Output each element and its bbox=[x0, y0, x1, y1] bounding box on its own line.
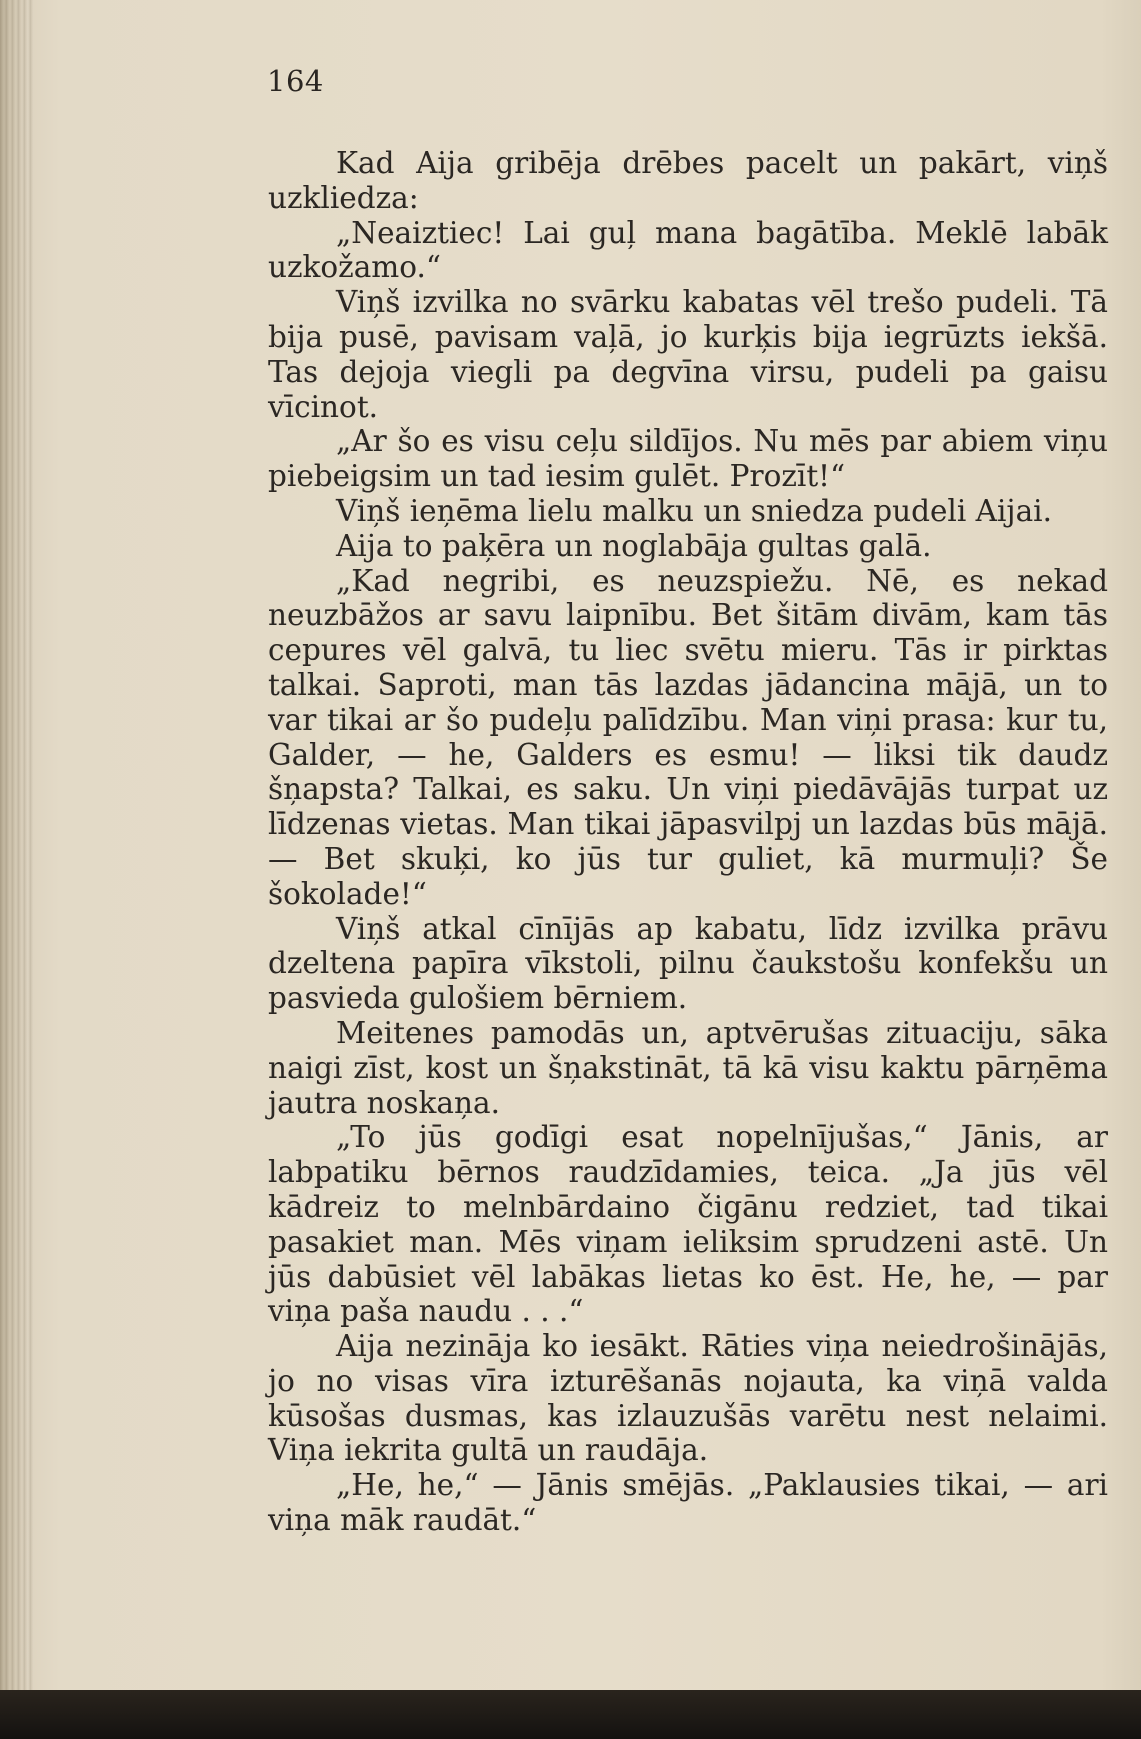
paragraph: „Neaiztiec! Lai guļ mana bagātība. Meklē labāk uzkožamo.“ bbox=[268, 215, 1108, 285]
body-text bbox=[268, 146, 1108, 1538]
page-number: 164 bbox=[267, 64, 324, 98]
paragraph: „Ar šo es visu ceļu sildījos. Nu mēs par abiem viņu piebeigsim un tad iesim gulēt. Prozīt!“ bbox=[268, 424, 1108, 494]
paragraph: „To jūs godīgi esat nopelnījušas,“ Jānis, ar labpatiku bērnos raudzīdamies, teica. „Ja jūs vēl kādreiz to melnbārdaino čigānu redziet, tad tikai pasakiet man. Mēs viņam ieliksim sprudzeni astē. Un jūs dabūsiet vēl labākas lietas ko ēst. He, he, — par viņa paša naudu . . .“ bbox=[268, 1120, 1108, 1329]
paragraph: Aija nezināja ko iesākt. Rāties viņa neiedrošinājās, jo no visas vīra izturēšanās nojauta, ka viņā valda kūsošas dusmas, kas izlauzušās varētu nest nelaimi. Viņa iekrita gultā un raudāja. bbox=[268, 1329, 1108, 1468]
paragraph: Meitenes pamodās un, aptvērušas zituaciju, sāka naigi zīst, kost un šņakstināt, tā kā visu kaktu pārņēma jautra noskaņa. bbox=[268, 1015, 1108, 1120]
paragraph: Kad Aija gribēja drēbes pacelt un pakārt, viņš uzkliedza: bbox=[268, 146, 1108, 215]
scan-background bbox=[0, 1690, 1141, 1739]
paragraph: „Kad negribi, es neuzspiežu. Nē, es nekad neuzbāžos ar savu laipnību. Bet šitām divām, kam tās cepures vēl galvā, tu liec svētu mieru. Tās ir pirktas talkai. Saproti, man tās lazdas jādancina mājā, un to var tikai ar šo pudeļu palīdzību. Man viņi prasa: kur tu, Galder, — he, Galders es esmu! — liksi tik daudz šņapsta? Talkai, es saku. Un viņi piedāvājās turpat uz līdzenas vietas. Man tikai jāpasvilpj un lazdas būs mājā. — Bet skuķi, ko jūs tur guliet, kā murmuļi? Še šokolade!“ bbox=[268, 563, 1108, 911]
paragraph: Viņš atkal cīnījās ap kabatu, līdz izvilka prāvu dzeltena papīra vīkstoli, pilnu čaukstošu konfekšu un pasvieda gulošiem bērniem. bbox=[268, 911, 1108, 1016]
paragraph: Aija to paķēra un noglabāja gultas galā. bbox=[336, 528, 932, 563]
paragraph: Viņš izvilka no svārku kabatas vēl trešo pudeli. Tā bija pusē, pavisam vaļā, jo kurķis bija iegrūzts iekšā. Tas dejoja viegli pa degvīna virsu, pudeli pa gaisu vīcinot. bbox=[268, 285, 1108, 424]
paragraph: „He, he,“ — Jānis smējās. „Paklausies tikai, — ari viņa māk raudāt.“ bbox=[268, 1468, 1108, 1538]
paragraph: Viņš ieņēma lielu malku un sniedza pudeli Aijai. bbox=[336, 493, 1052, 528]
